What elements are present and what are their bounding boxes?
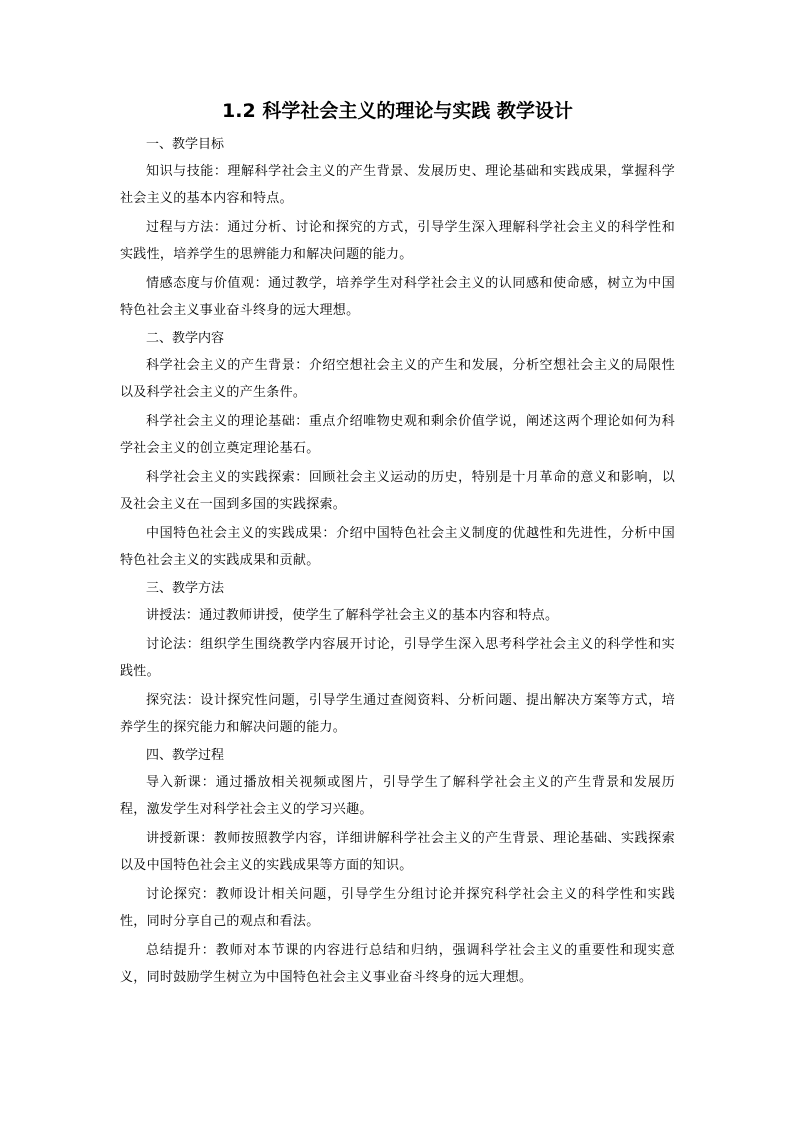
section-heading: 一、教学目标 [146,137,225,152]
section-process [120,743,675,991]
paragraph: 讲授新课：教师按照教学内容，详细讲解科学社会主义的产生背景、理论基础、实践探索以及中国特色社会主义的实践成果等方面的知识。 [120,831,675,873]
paragraph: 讨论探究：教师设计相关问题，引导学生分组讨论并探究科学社会主义的科学性和实践性，同时分享自己的观点和看法。 [120,887,675,929]
paragraph: 总结提升：教师对本节课的内容进行总结和归纳，强调科学社会主义的重要性和现实意义，同时鼓励学生树立为中国特色社会主义事业奋斗终身的远大理想。 [120,943,675,985]
section-objectives [120,132,675,324]
paragraph: 探究法：设计探究性问题，引导学生通过查阅资料、分析问题、提出解决方案等方式，培养学生的探究能力和解决问题的能力。 [120,693,675,735]
section-content [120,326,675,574]
paragraph: 中国特色社会主义的实践成果：介绍中国特色社会主义制度的优越性和先进性，分析中国特色社会主义的实践成果和贡献。 [120,526,675,568]
paragraph: 讲授法：通过教师讲授，使学生了解科学社会主义的基本内容和特点。 [146,608,559,623]
section-methods [120,576,675,741]
paragraph: 科学社会主义的理论基础：重点介绍唯物史观和剩余价值学说，阐述这两个理论如何为科学社会主义的创立奠定理论基石。 [120,414,675,456]
document-page [120,96,675,993]
section-heading: 二、教学内容 [146,331,225,346]
paragraph: 讨论法：组织学生围绕教学内容展开讨论，引导学生深入思考科学社会主义的科学性和实践性。 [120,637,675,679]
paragraph: 导入新课：通过播放相关视频或图片，引导学生了解科学社会主义的产生背景和发展历程，激发学生对科学社会主义的学习兴趣。 [120,775,675,817]
document-title: 1.2 科学社会主义的理论与实践 教学设计 [222,100,573,122]
paragraph: 过程与方法：通过分析、讨论和探究的方式，引导学生深入理解科学社会主义的科学性和实践性，培养学生的思辨能力和解决问题的能力。 [120,220,675,262]
paragraph: 情感态度与价值观：通过教学，培养学生对科学社会主义的认同感和使命感，树立为中国特色社会主义事业奋斗终身的远大理想。 [120,276,675,318]
section-heading: 三、教学方法 [146,581,225,596]
paragraph: 知识与技能：理解科学社会主义的产生背景、发展历史、理论基础和实践成果，掌握科学社会主义的基本内容和特点。 [120,164,675,206]
paragraph: 科学社会主义的实践探索：回顾社会主义运动的历史，特别是十月革命的意义和影响，以及社会主义在一国到多国的实践探索。 [120,470,675,512]
paragraph: 科学社会主义的产生背景：介绍空想社会主义的产生和发展，分析空想社会主义的局限性以及科学社会主义的产生条件。 [120,358,675,400]
section-heading: 四、教学过程 [146,748,225,763]
